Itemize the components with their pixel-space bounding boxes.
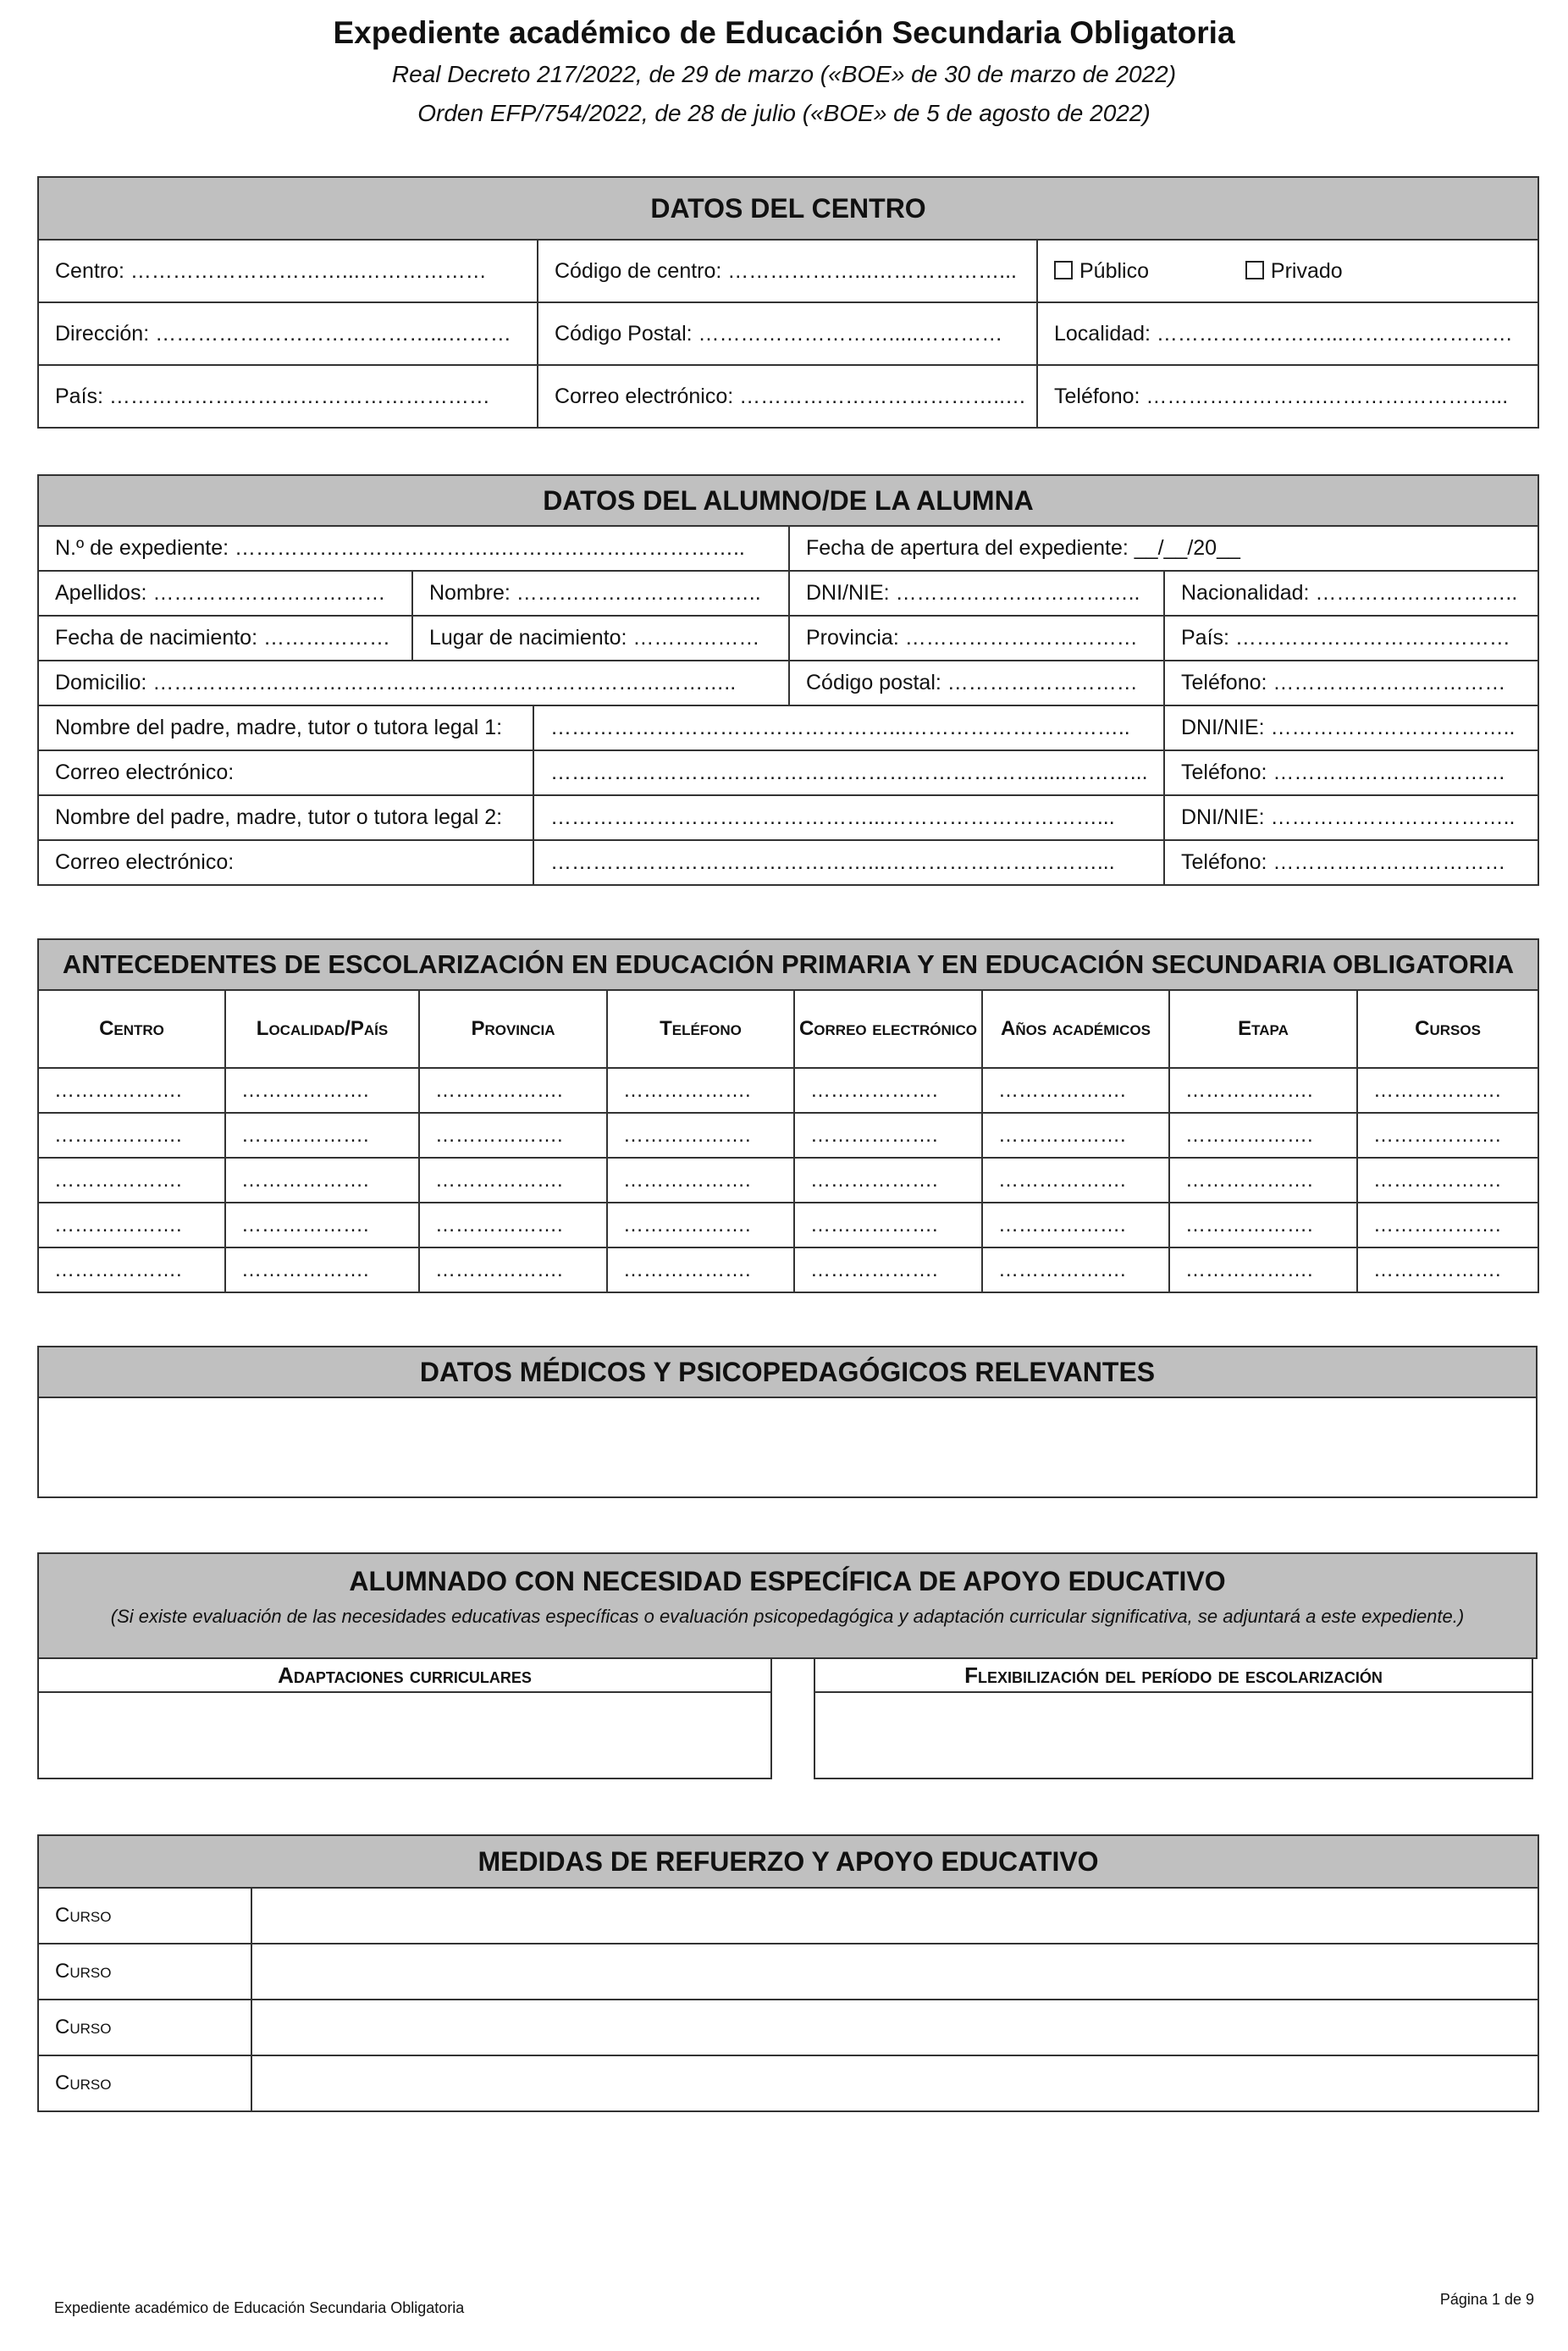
field-fecha-nacimiento[interactable]: Fecha de nacimiento: ……………… [38,616,412,661]
flexibilizacion-label: Flexibilización del período de escolarización [815,1659,1532,1693]
antecedentes-cell[interactable]: ………………. [1357,1158,1538,1203]
field-tutor-1-telefono[interactable]: Teléfono: …………………………… [1164,750,1538,795]
antecedentes-cell[interactable]: ………………. [607,1247,794,1292]
label-tutor-2: Nombre del padre, madre, tutor o tutora legal 2: [38,795,533,840]
antecedentes-cell[interactable]: ………………. [419,1203,607,1247]
antecedentes-cell[interactable]: ………………. [1169,1068,1357,1113]
antecedentes-cell[interactable]: ………………. [1169,1203,1357,1247]
antecedentes-cell[interactable]: ………………. [225,1247,419,1292]
field-telefono-alumno[interactable]: Teléfono: …………………………… [1164,661,1538,705]
antecedentes-cell[interactable]: ………………. [1169,1247,1357,1292]
antecedentes-cell[interactable]: ………………. [794,1113,982,1158]
datos-centro-heading: DATOS DEL CENTRO [38,177,1538,240]
col-header-centro: Centro [38,990,225,1068]
antecedentes-cell[interactable]: ………………. [982,1113,1169,1158]
medicos-content-area[interactable] [37,1397,1538,1498]
field-centro[interactable]: Centro: …………………………...……………… [38,240,538,302]
adaptaciones-label: Adaptaciones curriculares [39,1659,770,1693]
field-provincia-alumno[interactable]: Provincia: …………………………… [789,616,1164,661]
antecedentes-cell[interactable]: ………………. [982,1247,1169,1292]
antecedentes-cell[interactable]: ………………. [794,1158,982,1203]
antecedentes-cell[interactable]: ………………. [38,1247,225,1292]
footer-page-number: Página 1 de 9 [1439,2291,1534,2308]
datos-centro-table [37,176,1539,429]
label-correo-tutor-2: Correo electrónico: [38,840,533,885]
document-subtitle-decree: Real Decreto 217/2022, de 29 de marzo («BOE» de 30 de marzo de 2022) [391,61,1177,87]
medidas-curso-label-2: Curso [38,1944,251,2000]
field-numero-expediente[interactable]: N.º de expediente: ………………………………..…………………………….. [38,526,789,571]
antecedentes-cell[interactable]: ………………. [607,1203,794,1247]
antecedentes-cell[interactable]: ………………. [225,1113,419,1158]
field-domicilio[interactable]: Domicilio: ……………………………………………………………………….. [38,661,789,705]
antecedentes-row [38,1247,1538,1292]
medidas-table [37,1834,1539,2112]
antecedentes-row [38,1113,1538,1158]
label-privado: Privado [1270,258,1343,283]
antecedentes-cell[interactable]: ………………. [419,1068,607,1113]
antecedentes-cell[interactable]: ………………. [1357,1113,1538,1158]
field-tutor-2-correo[interactable]: ………………………………………...…………………………... [533,840,1164,885]
antecedentes-cell[interactable]: ………………. [607,1158,794,1203]
necesidad-heading-bar [37,1552,1538,1659]
antecedentes-cell[interactable]: ………………. [38,1068,225,1113]
col-header-anos: Años académicos [982,990,1169,1068]
label-tutor-1: Nombre del padre, madre, tutor o tutora legal 1: [38,705,533,750]
medicos-heading: DATOS MÉDICOS Y PSICOPEDAGÓGICOS RELEVANTES [37,1346,1538,1398]
antecedentes-cell[interactable]: ………………. [982,1158,1169,1203]
antecedentes-heading: ANTECEDENTES DE ESCOLARIZACIÓN EN EDUCACIÓN PRIMARIA Y EN EDUCACIÓN SECUNDARIA OBLIGATORIA [38,939,1538,990]
antecedentes-cell[interactable]: ………………. [38,1158,225,1203]
field-telefono-centro[interactable]: Teléfono: …………………….……………………... [1037,365,1538,428]
flexibilizacion-box [814,1657,1533,1779]
antecedentes-cell[interactable]: ………………. [794,1203,982,1247]
antecedentes-row [38,1203,1538,1247]
antecedentes-cell[interactable]: ………………. [794,1068,982,1113]
antecedentes-cell[interactable]: ………………. [982,1203,1169,1247]
field-tutor-2-nombre[interactable]: ………………………………………...…………………………... [533,795,1164,840]
antecedentes-cell[interactable]: ………………. [419,1113,607,1158]
checkbox-publico[interactable] [1054,261,1073,279]
antecedentes-header-row [38,990,1538,1068]
checkbox-privado[interactable] [1245,261,1264,279]
field-tutor-1-dni[interactable]: DNI/NIE: …………………………….. [1164,705,1538,750]
field-codigo-postal-alumno[interactable]: Código postal: ……………………… [789,661,1164,705]
field-direccion[interactable]: Dirección: …………………………………...……… [38,302,538,365]
label-correo-tutor-1: Correo electrónico: [38,750,533,795]
flexibilizacion-content-area[interactable] [815,1693,1532,1778]
antecedentes-row [38,1158,1538,1203]
datos-alumno-table [37,474,1539,886]
field-nacionalidad[interactable]: Nacionalidad: ……………………….. [1164,571,1538,616]
antecedentes-cell[interactable]: ………………. [38,1113,225,1158]
centro-type-cell [1037,240,1538,302]
adaptaciones-content-area[interactable] [39,1693,770,1778]
antecedentes-cell[interactable]: ………………. [982,1068,1169,1113]
antecedentes-cell[interactable]: ………………. [419,1247,607,1292]
field-tutor-2-dni[interactable]: DNI/NIE: …………………………….. [1164,795,1538,840]
antecedentes-cell[interactable]: ………………. [1357,1068,1538,1113]
col-header-telefono: Teléfono [607,990,794,1068]
medidas-curso-field-1[interactable] [251,1888,1538,1944]
field-nombre[interactable]: Nombre: …………………………….. [412,571,789,616]
field-pais-centro[interactable]: País: ……………………………………………… [38,365,538,428]
antecedentes-cell[interactable]: ………………. [1169,1113,1357,1158]
footer-document-name: Expediente académico de Educación Secundaria Obligatoria [54,2299,465,2316]
antecedentes-cell[interactable]: ………………. [225,1158,419,1203]
medidas-heading: MEDIDAS DE REFUERZO Y APOYO EDUCATIVO [38,1835,1538,1888]
col-header-correo: Correo electrónico [794,990,982,1068]
field-correo-centro[interactable]: Correo electrónico: ………………………………..… [538,365,1037,428]
datos-alumno-heading: DATOS DEL ALUMNO/DE LA ALUMNA [38,475,1538,526]
field-codigo-centro[interactable]: Código de centro: ………………...………………... [538,240,1037,302]
medidas-curso-label-3: Curso [38,2000,251,2055]
label-publico: Público [1079,258,1149,283]
field-dni-alumno[interactable]: DNI/NIE: …………………………….. [789,571,1164,616]
field-apellidos[interactable]: Apellidos: …………………………… [38,571,412,616]
medidas-curso-field-2[interactable] [251,1944,1538,2000]
antecedentes-cell[interactable]: ………………. [419,1158,607,1203]
antecedentes-cell[interactable]: ………………. [794,1247,982,1292]
col-header-localidad-pais: Localidad/País [225,990,419,1068]
col-header-cursos: Cursos [1357,990,1538,1068]
field-fecha-apertura[interactable]: Fecha de apertura del expediente: __/__/20__ [789,526,1538,571]
field-tutor-1-nombre[interactable]: …………………………………………...………………………….. [533,705,1164,750]
medidas-curso-label-1: Curso [38,1888,251,1944]
medidas-curso-field-3[interactable] [251,2000,1538,2055]
col-header-provincia: Provincia [419,990,607,1068]
field-pais-alumno[interactable]: País: ………………………………… [1164,616,1538,661]
antecedentes-row [38,1068,1538,1113]
necesidad-heading: ALUMNADO CON NECESIDAD ESPECÍFICA DE APOYO EDUCATIVO [349,1566,1226,1596]
field-tutor-2-telefono[interactable]: Teléfono: …………………………… [1164,840,1538,885]
antecedentes-cell[interactable]: ………………. [1357,1247,1538,1292]
col-header-etapa: Etapa [1169,990,1357,1068]
medidas-curso-label-4: Curso [38,2055,251,2111]
antecedentes-cell[interactable]: ………………. [1357,1203,1538,1247]
antecedentes-cell[interactable]: ………………. [225,1203,419,1247]
medidas-curso-field-4[interactable] [251,2055,1538,2111]
document-subtitle-order: Orden EFP/754/2022, de 28 de julio («BOE» de 5 de agosto de 2022) [417,100,1151,126]
document-title: Expediente académico de Educación Secundaria Obligatoria [333,15,1235,50]
antecedentes-cell[interactable]: ………………. [38,1203,225,1247]
field-lugar-nacimiento[interactable]: Lugar de nacimiento: ……………… [412,616,789,661]
antecedentes-cell[interactable]: ………………. [1169,1158,1357,1203]
field-codigo-postal-centro[interactable]: Código Postal: ……………………….....………… [538,302,1037,365]
adaptaciones-box [37,1657,772,1779]
necesidad-note: (Si existe evaluación de las necesidades educativas específicas o evaluación psicopedagógica y adaptación curricular significativa, se adjuntará a este expediente.) [110,1606,1465,1627]
antecedentes-cell[interactable]: ………………. [225,1068,419,1113]
antecedentes-table [37,938,1539,1293]
field-tutor-1-correo[interactable]: …………………………………………………………….....………... [533,750,1164,795]
antecedentes-cell[interactable]: ………………. [607,1068,794,1113]
antecedentes-cell[interactable]: ………………. [607,1113,794,1158]
field-localidad[interactable]: Localidad: ……………………...…………………… [1037,302,1538,365]
